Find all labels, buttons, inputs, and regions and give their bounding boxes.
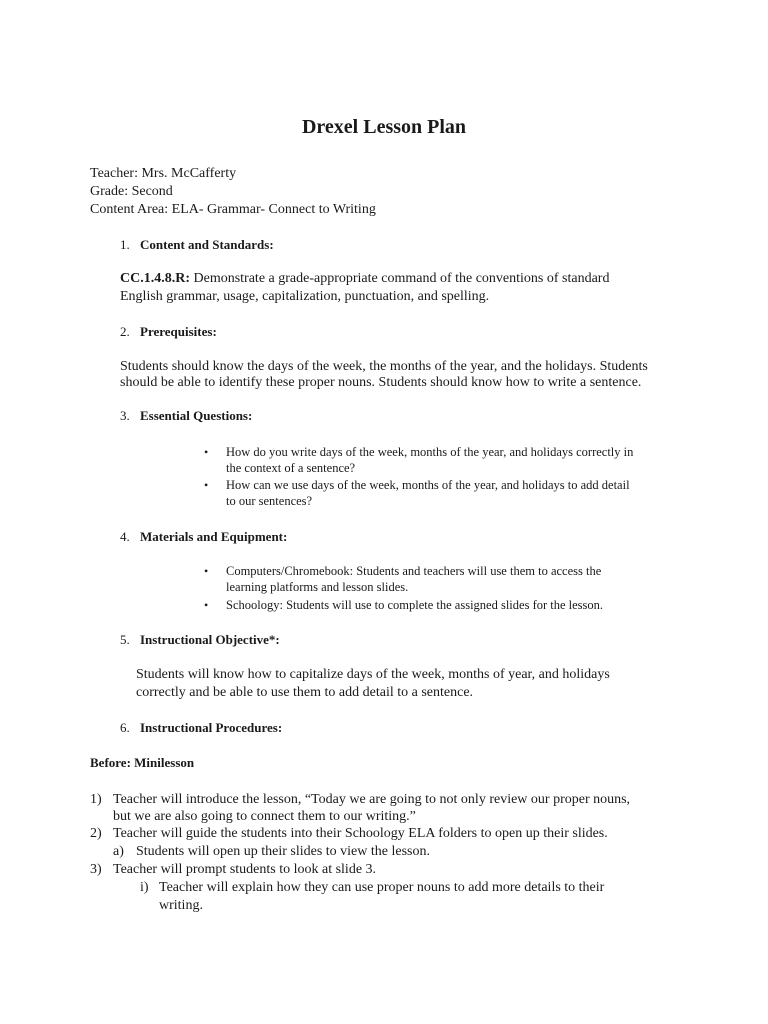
objective-line-1: Students will know how to capitalize days of the week, months of year, and holidays	[136, 667, 610, 682]
procedure-3-line-1: Teacher will prompt students to look at slide 3.	[113, 862, 377, 877]
procedure-1-line-2: but we are also going to connect them to our writing.”	[113, 809, 416, 824]
procedure-1-line-1: Teacher will introduce the lesson, “Today we are going to not only review our proper nouns,	[113, 792, 631, 807]
material-1-line-2: learning platforms and lesson slides.	[226, 580, 409, 594]
objective-line-2: correctly and be able to use them to add detail to a sentence.	[136, 685, 474, 700]
question-1-line-2: the context of a sentence?	[226, 461, 356, 475]
bullet-icon: •	[204, 564, 209, 578]
teacher-line: Teacher: Mrs. McCafferty	[90, 166, 237, 181]
material-1-line-1: Computers/Chromebook: Students and teachers will use them to access the	[226, 564, 602, 578]
section-number: 6.	[120, 720, 130, 735]
section-heading-content-standards: Content and Standards:	[140, 237, 274, 252]
bullet-icon: •	[204, 478, 209, 492]
section-number: 1.	[120, 237, 130, 252]
question-2-line-2: to our sentences?	[226, 494, 313, 508]
question-1-line-1: How do you write days of the week, months of the year, and holidays correctly in	[226, 445, 634, 459]
procedure-1-number: 1)	[90, 792, 102, 807]
bullet-icon: •	[204, 598, 209, 612]
procedure-3-number: 3)	[90, 862, 102, 877]
question-2-line-1: How can we use days of the week, months of the year, and holidays to add detail	[226, 478, 630, 492]
standard-line-2: English grammar, usage, capitalization, punctuation, and spelling.	[120, 289, 490, 304]
standard-line-1	[120, 270, 609, 288]
section-number: 2.	[120, 324, 130, 339]
bullet-icon: •	[204, 445, 209, 459]
section-heading-objective: Instructional Objective*:	[140, 632, 280, 647]
section-heading-procedures: Instructional Procedures:	[140, 720, 283, 735]
section-heading-prerequisites: Prerequisites:	[140, 324, 217, 339]
document-title: Drexel Lesson Plan	[301, 116, 467, 138]
content-area-line: Content Area: ELA- Grammar- Connect to Writing	[90, 202, 376, 217]
section-heading-materials: Materials and Equipment:	[140, 529, 288, 544]
procedure-2a-line-1: Students will open up their slides to view the lesson.	[136, 844, 430, 859]
standard-text: Demonstrate a grade-appropriate command of the conventions of standard	[190, 271, 610, 286]
grade-line: Grade: Second	[90, 184, 173, 199]
procedure-2-line-1: Teacher will guide the students into their Schoology ELA folders to open up their slides.	[113, 826, 608, 841]
procedure-3i-line-2: writing.	[159, 898, 203, 913]
prerequisites-line-2: should be able to identify these proper nouns. Students should know how to write a sentence.	[120, 375, 642, 390]
prerequisites-line-1: Students should know the days of the week, the months of the year, and the holidays. Students	[120, 359, 648, 374]
procedure-3i-line-1: Teacher will explain how they can use proper nouns to add more details to their	[159, 880, 605, 895]
before-minilesson-heading: Before: Minilesson	[90, 755, 195, 770]
standard-code: CC.1.4.8.R:	[120, 271, 190, 286]
procedure-2-number: 2)	[90, 826, 102, 841]
section-number: 5.	[120, 632, 130, 647]
material-2-line-1: Schoology: Students will use to complete the assigned slides for the lesson.	[226, 598, 604, 612]
section-heading-essential-questions: Essential Questions:	[140, 408, 253, 423]
section-number: 3.	[120, 408, 130, 423]
procedure-3i-number: i)	[140, 880, 149, 895]
section-number: 4.	[120, 529, 130, 544]
procedure-2a-number: a)	[113, 844, 124, 859]
